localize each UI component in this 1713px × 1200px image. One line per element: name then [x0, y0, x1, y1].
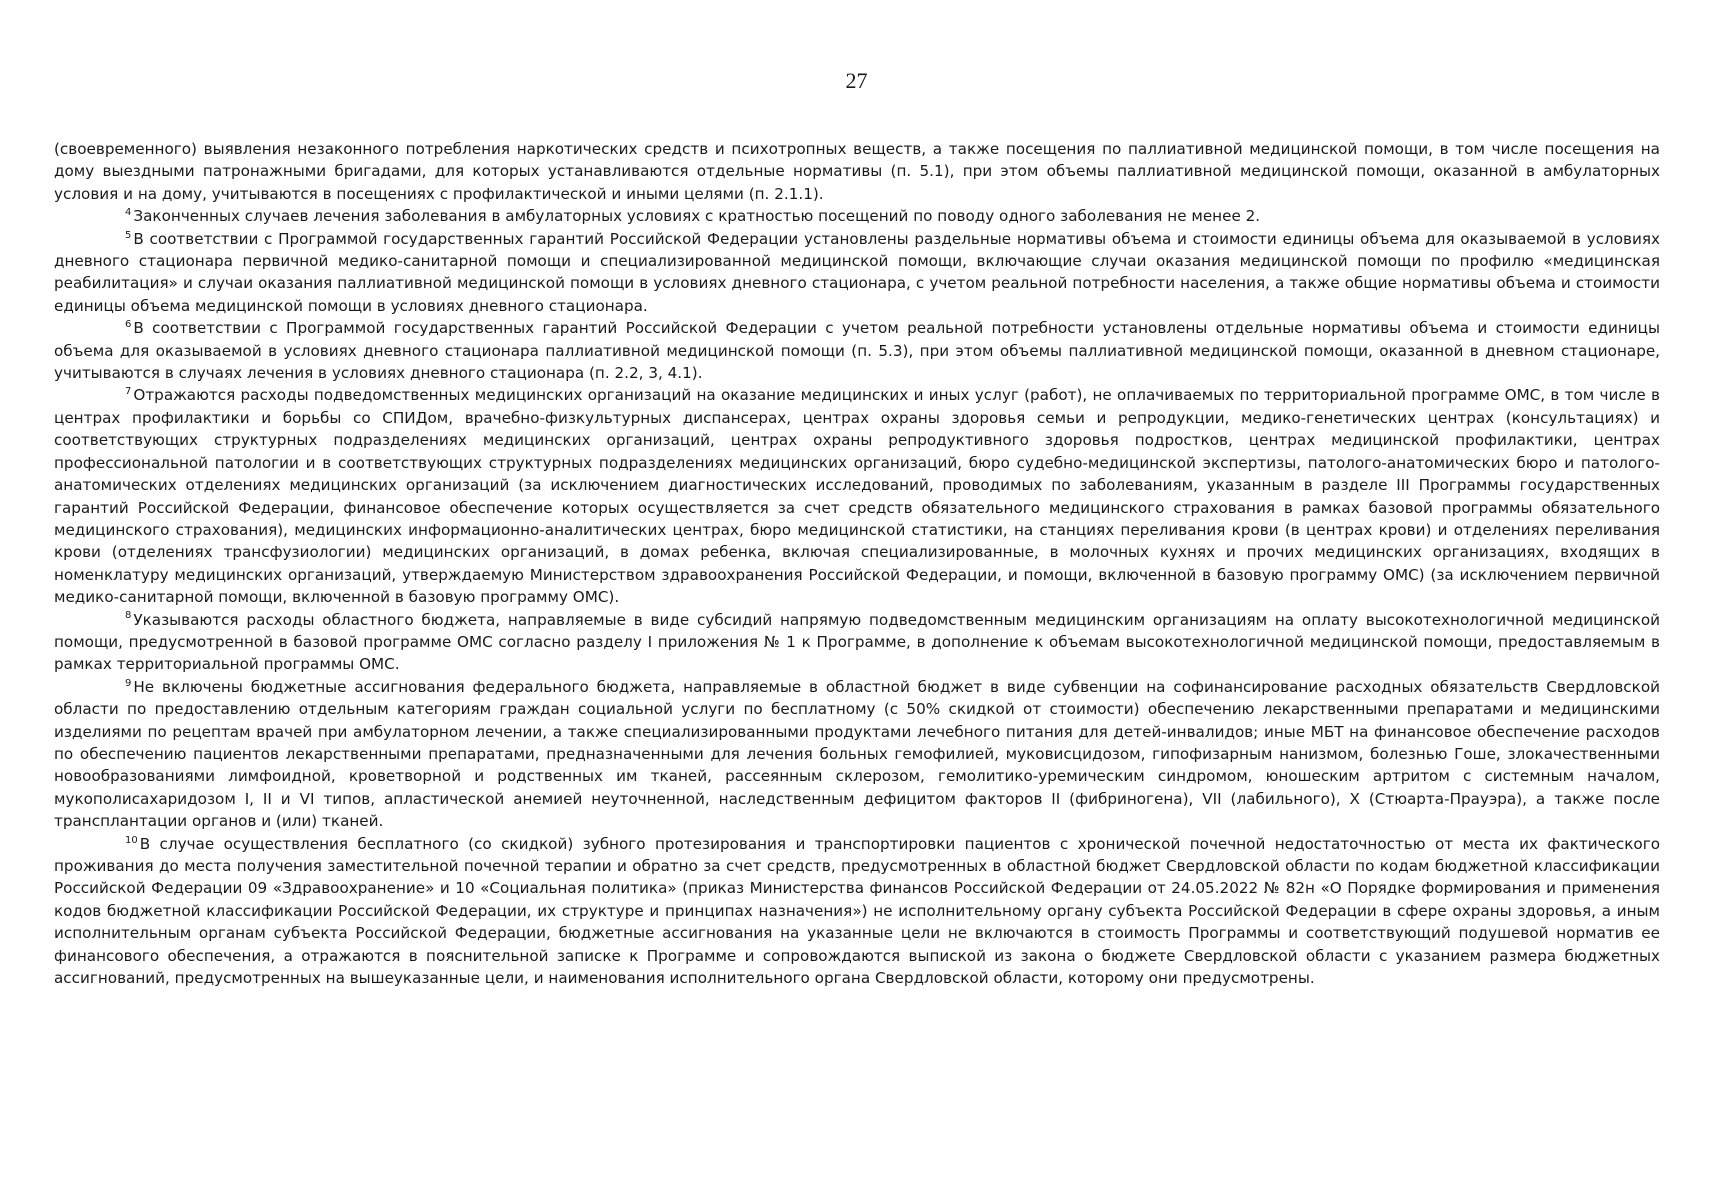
footnote-marker: 8: [125, 610, 132, 622]
page-number: 27: [845, 68, 868, 93]
footnote-text: Отражаются расходы подведомственных медицинских организаций на оказание медицинских и иных услуг (работ), не оплачиваемых по территориальной программе ОМС, в том числе в центрах профилактики и борьбы со СПИДом, врачебно-физкультурных диспансерах, центрах охраны здоровья семьи и репродукции, медико-генетических центрах (консультациях) и соответствующих структурных подразделениях медицинских организаций, центрах охраны репродуктивного здоровья подростков, центрах медицинской профилактики, центрах профессиональной патологии и в соответствующих структурных подразделениях медицинских организаций, бюро судебно-медицинской экспертизы, патолого-анатомических бюро и патолого-анатомических отделениях медицинских организаций (за исключением диагностических исследований, проводимых по заболеваниям, указанным в разделе III Программы государственных гарантий Российской Федерации, финансовое обеспечение которых осуществляется за счет средств обязательного медицинского страхования в рамках базовой программы обязательного медицинского страхования), медицинских информационно-аналитических центрах, бюро медицинской статистики, на станциях переливания крови (в центрах крови) и отделениях переливания крови (отделениях трансфузиологии) медицинских организаций, в домах ребенка, включая специализированные, в молочных кухнях и прочих медицинских организациях, входящих в номенклатуру медицинских организаций, утверждаемую Министерством здравоохранения Российской Федерации, и помощи, включенной в базовую программу ОМС) (за исключением первичной медико-санитарной помощи, включенной в базовую программу ОМС).: [54, 386, 1660, 607]
footnote-6: [54, 317, 1660, 384]
footnote-marker: 10: [125, 834, 138, 846]
footnote-text: В соответствии с Программой государственных гарантий Российской Федерации с учетом реальной потребности установлены отдельные нормативы объема и стоимости единицы объема для оказываемой в условиях дневного стационара паллиативной медицинской помощи (п. 5.3), при этом объемы паллиативной медицинской помощи, оказанной в дневном стационаре, учитываются в случаях лечения в условиях дневного стационара (п. 2.2, 3, 4.1).: [54, 319, 1660, 383]
footnote-continuation: [54, 138, 1660, 205]
footnotes-body: [54, 138, 1660, 989]
footnote-4: [54, 205, 1660, 227]
footnote-text: Указываются расходы областного бюджета, направляемые в виде субсидий напрямую подведомственным медицинским организациям на оплату высокотехнологичной медицинской помощи, предусмотренной в базовой программе ОМС согласно разделу I приложения № 1 к Программе, в дополнение к объемам высокотехнологичной медицинской помощи, предоставляемым в рамках территориальной программы ОМС.: [54, 610, 1660, 674]
footnote-marker: 9: [125, 677, 132, 689]
footnote-7: [54, 384, 1660, 608]
footnote-marker: 7: [125, 386, 132, 398]
footnote-text: В случае осуществления бесплатного (со скидкой) зубного протезирования и транспортировки пациентов с хронической почечной недостаточностью от места их фактического проживания до места получения заместительной почечной терапии и обратно за счет средств, предусмотренных в областной бюджет Свердловской области по кодам бюджетной классификации Российской Федерации 09 «Здравоохранение» и 10 «Социальная политика» (приказ Министерства финансов Российской Федерации от 24.05.2022 № 82н «О Порядке формирования и применения кодов бюджетной классификации Российской Федерации, их структуре и принципах назначения») не исполнительному органу субъекта Российской Федерации в сфере охраны здоровья, а иным исполнительным органам субъекта Российской Федерации, бюджетные ассигнования на указанные цели не включаются в стоимость Программы и соответствующий подушевой норматив ее финансового обеспечения, а отражаются в пояснительной записке к Программе и сопровождаются выпиской из закона о бюджете Свердловской области с указанием размера бюджетных ассигнований, предусмотренных на вышеуказанные цели, и наименования исполнительного органа Свердловской области, которому они предусмотрены.: [54, 834, 1660, 988]
footnote-5: [54, 228, 1660, 318]
footnote-9: [54, 676, 1660, 833]
footnote-10: [54, 833, 1660, 990]
footnote-marker: 4: [125, 207, 132, 219]
footnote-text: Не включены бюджетные ассигнования федерального бюджета, направляемые в областной бюджет в виде субвенции на софинансирование расходных обязательств Свердловской области по предоставлению отдельным категориям граждан социальной услуги по бесплатному (с 50% скидкой от стоимости) обеспечению лекарственными препаратами и медицинскими изделиями по рецептам врачей при амбулаторном лечении, а также специализированными продуктами лечебного питания для детей-инвалидов; иные МБТ на финансовое обеспечение расходов по обеспечению пациентов лекарственными препаратами, предназначенными для лечения больных гемофилией, муковисцидозом, гипофизарным нанизмом, болезнью Гоше, злокачественными новообразованиями лимфоидной, кроветворной и родственных им тканей, рассеянным склерозом, гемолитико-уремическим синдромом, юношеским артритом с системным началом, мукополисахаридозом I, II и VI типов, апластической анемией неуточненной, наследственным дефицитом факторов II (фибриногена), VII (лабильного), X (Стюарта-Прауэра), а также после трансплантации органов и (или) тканей.: [54, 677, 1660, 831]
footnote-8: [54, 609, 1660, 676]
footnote-marker: 5: [125, 229, 132, 241]
footnote-text: В соответствии с Программой государственных гарантий Российской Федерации установлены раздельные нормативы объема и стоимости единицы объема для оказываемой в условиях дневного стационара первичной медико-санитарной помощи и специализированной медицинской помощи, включающие случаи оказания медицинской помощи по профилю «медицинская реабилитация» и случаи оказания паллиативной медицинской помощи в условиях дневного стационара, с учетом реальной потребности населения, а также общие нормативы объема и стоимости единицы объема медицинской помощи в условиях дневного стационара.: [54, 229, 1660, 315]
footnote-text: (своевременного) выявления незаконного потребления наркотических средств и психотропных веществ, а также посещения по паллиативной медицинской помощи, в том числе посещения на дому выездными патронажными бригадами, для которых устанавливаются отдельные нормативы (п. 5.1), при этом объемы паллиативной медицинской помощи, оказанной в амбулаторных условия и на дому, учитываются в посещениях с профилактической и иными целями (п. 2.1.1).: [54, 140, 1660, 203]
footnote-text: Законченных случаев лечения заболевания в амбулаторных условиях с кратностью посещений по поводу одного заболевания не менее 2.: [133, 207, 1261, 226]
footnote-marker: 6: [125, 319, 132, 331]
